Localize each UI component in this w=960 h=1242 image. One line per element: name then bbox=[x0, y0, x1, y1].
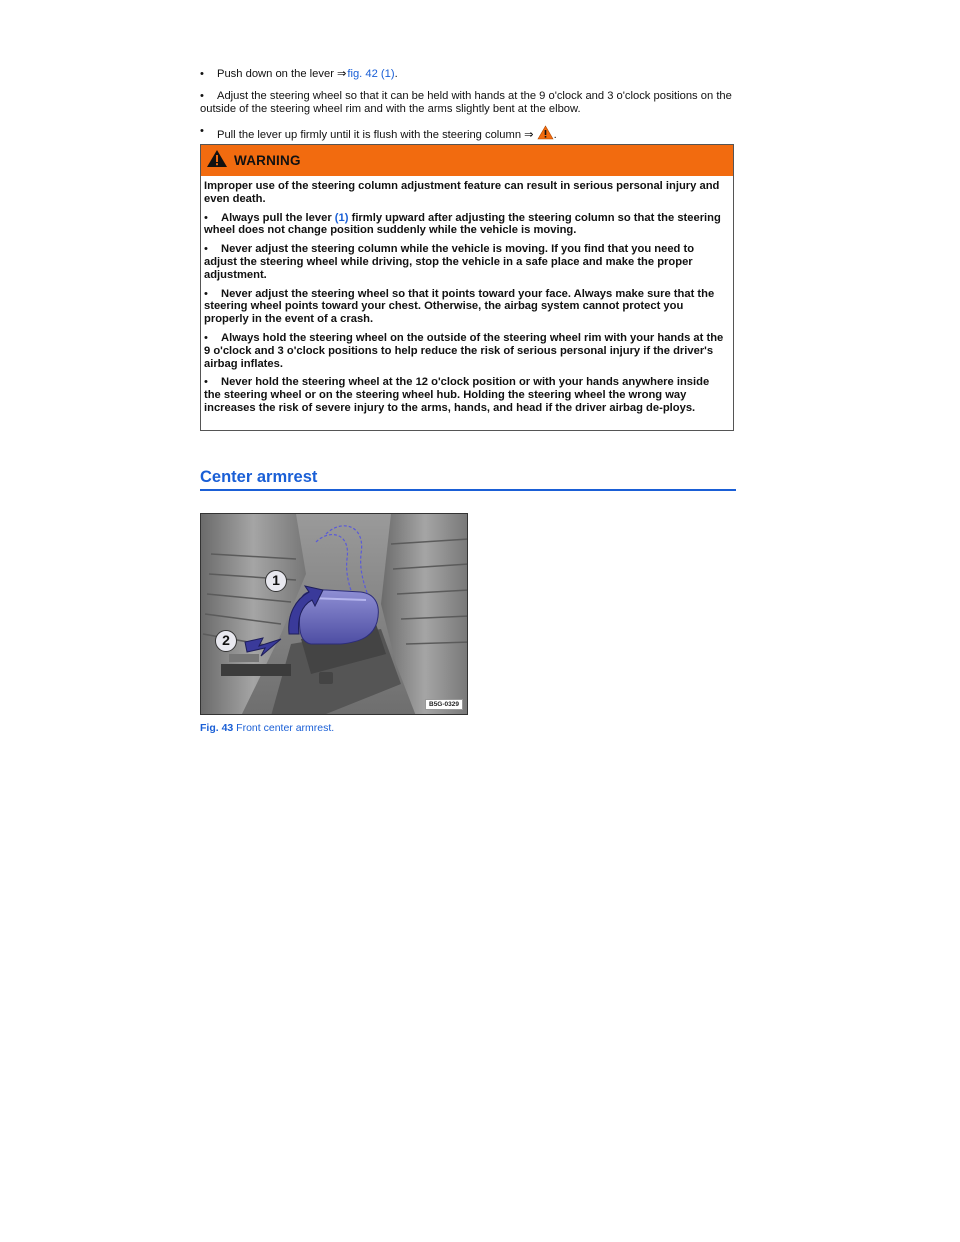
step-1 bbox=[200, 68, 736, 82]
bullet-dot: • bbox=[200, 124, 204, 137]
instruction-steps bbox=[200, 68, 736, 152]
warning-item bbox=[204, 376, 729, 414]
armrest-figure bbox=[200, 513, 468, 715]
warning-body bbox=[201, 176, 733, 415]
fig-42-link[interactable]: fig. 42 (1) bbox=[347, 68, 395, 80]
warning-item-text: Never hold the steering wheel at the 12 o'clock position or with your hands anywhere inside the steering wheel or on the steering wheel hub. Holding the steering wheel the wrong way increases the risk of severe injury to the arms, hands, and head if the driver airbag de-ploys. bbox=[204, 376, 710, 414]
section-title: Center armrest bbox=[200, 468, 736, 491]
bullet-dot: • bbox=[204, 211, 208, 224]
step-3-end: . bbox=[553, 128, 557, 141]
warning-title: WARNING bbox=[234, 153, 301, 168]
warning-item bbox=[204, 288, 729, 326]
warning-item-text: firmly upward after adjusting the steering column so that the steering wheel does not change position suddenly while the vehicle is moving. bbox=[204, 211, 721, 237]
arrow-ref: ⇒ bbox=[524, 128, 534, 141]
warning-box bbox=[200, 144, 734, 431]
warning-item-text: Never adjust the steering wheel so that it points toward your face. Always make sure that the steering wheel points toward your chest. Otherwise, the airbag system cannot protect you properly in the event of a crash. bbox=[204, 287, 715, 326]
step-1-end: . bbox=[394, 68, 398, 80]
bullet-dot: • bbox=[200, 68, 204, 80]
callout-2: 2 bbox=[215, 630, 237, 652]
armrest-illustration bbox=[201, 514, 468, 715]
bullet-dot: • bbox=[200, 89, 204, 102]
warning-triangle-icon bbox=[206, 149, 228, 173]
step-1-text: Push down on the lever bbox=[217, 68, 338, 80]
step-3-text: Pull the lever up firmly until it is flush with the steering column bbox=[217, 128, 525, 141]
bullet-dot: • bbox=[204, 287, 208, 300]
step-2 bbox=[200, 90, 736, 117]
warning-item-text: Always pull the lever bbox=[221, 211, 335, 224]
figure-caption bbox=[200, 722, 334, 734]
warning-item-text: Never adjust the steering column while the vehicle is moving. If you find that you need to adjust the steering wheel while driving, stop the vehicle in a safe place and make the proper adjustment. bbox=[204, 243, 695, 281]
bullet-dot: • bbox=[204, 376, 208, 389]
bullet-dot: • bbox=[204, 331, 208, 344]
callout-1: 1 bbox=[265, 570, 287, 592]
warning-item bbox=[204, 212, 729, 238]
step-2-text: Adjust the steering wheel so that it can be held with hands at the 9 o'clock and 3 o'clock positions on the outside of the steering wheel rim and with the arms slightly bent at the elbow. bbox=[200, 89, 732, 115]
warning-header bbox=[201, 145, 733, 176]
figure-id: B5G-0329 bbox=[425, 699, 463, 710]
step-3 bbox=[200, 125, 736, 145]
figure-number: Fig. 43 bbox=[200, 722, 234, 734]
warning-item bbox=[204, 243, 729, 281]
lever-ref-link[interactable]: (1) bbox=[334, 211, 349, 224]
warning-item-text: Always hold the steering wheel on the outside of the steering wheel rim with your hands at the 9 o'clock and 3 o'clock positions to help reduce the risk of serious personal injury if the driver's airbag inflates. bbox=[204, 331, 724, 370]
figure-caption-text: Front center armrest. bbox=[233, 722, 335, 734]
arrow-ref: ⇒ bbox=[337, 68, 347, 80]
warning-intro: Improper use of the steering column adjustment feature can result in serious personal injury and even death. bbox=[204, 180, 720, 205]
warning-link-icon[interactable] bbox=[537, 125, 554, 145]
warning-item bbox=[204, 332, 729, 370]
bullet-dot: • bbox=[204, 243, 208, 256]
